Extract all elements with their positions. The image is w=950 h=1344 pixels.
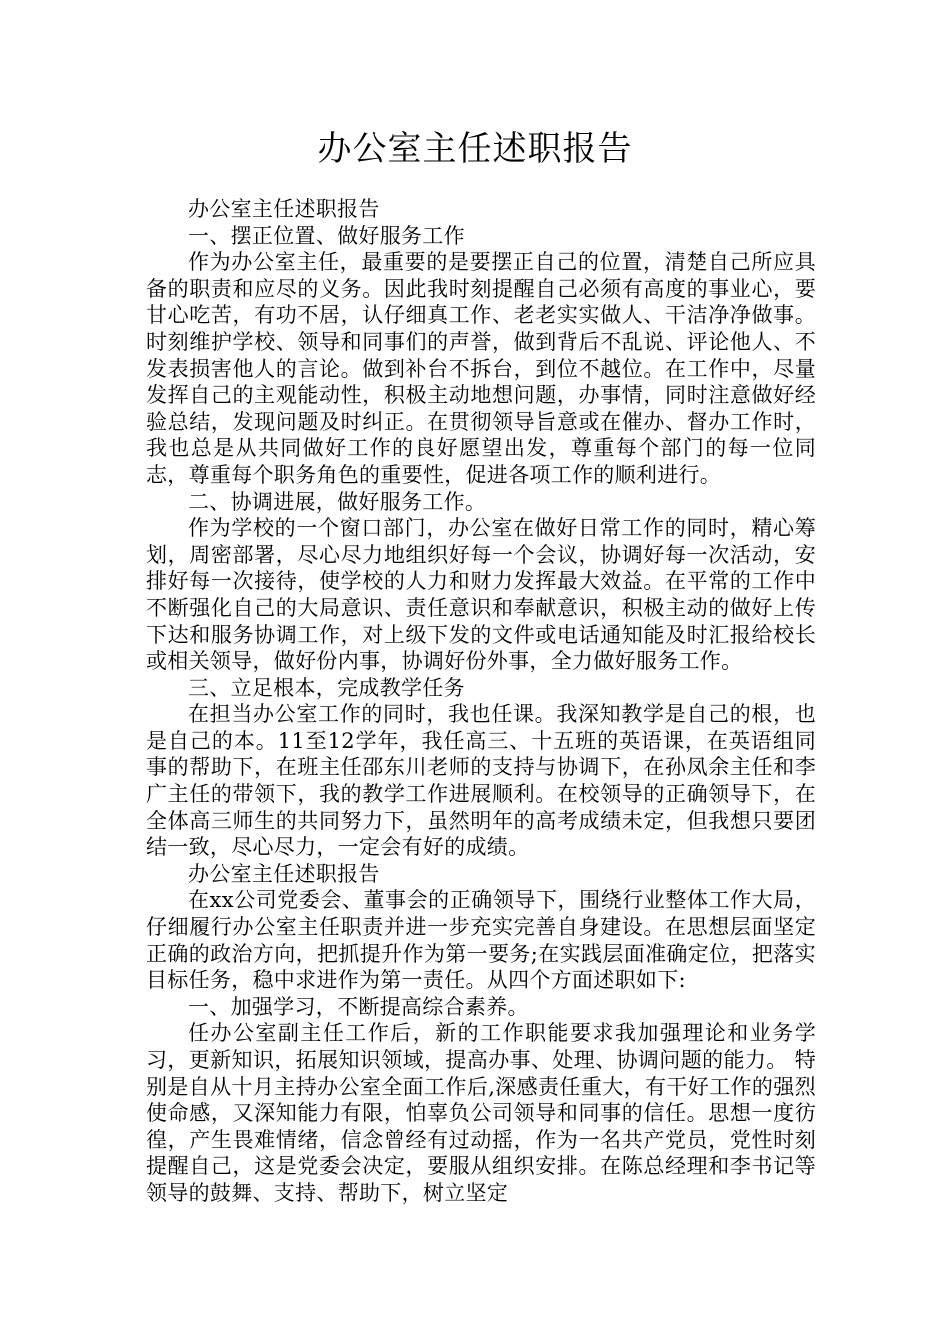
paragraph-heading-4: 一、加强学习，不断提高综合素养。: [188, 994, 529, 1019]
paragraph: 在担当办公室工作的同时，我也任课。我深知教学是自己的根，也是自己的本。11至12学年，我任高三、十五班的英语课，在英语组同事的帮助下，在班主任邵东川老师的支持与协调下，在孙凤余主任和李广主任的带领下，我的教学工作进展顺利。在校领导的正确领导下，在全体高三师生的共同努力下，虽然明年的高考成绩未定，但我想只要团结一致，尽心尽力，一定会有好的成绩。: [146, 702, 816, 860]
paragraph: 在xx公司党委会、董事会的正确领导下，围绕行业整体工作大局，仔细履行办公室主任职责并进一步充实完善自身建设。在思想层面坚定正确的政治方向，把抓提升作为第一要务;在实践层面准确定位，把落实目标任务，稳中求进作为第一责任。从四个方面述职如下:: [146, 888, 816, 993]
document-title: 办公室主任述职报告: [317, 129, 633, 169]
paragraph-heading-1: 一、摆正位置、做好服务工作: [188, 223, 465, 248]
paragraph-subtitle: 办公室主任述职报告: [188, 197, 380, 221]
paragraph: 任办公室副主任工作后，新的工作职能要求我加强理论和业务学习，更新知识，拓展知识领域，提高办事、处理、协调问题的能力。 特别是自从十月主持办公室全面工作后,深感责任重大，有干好工作的强烈使命感，又深知能力有限，怕辜负公司领导和同事的信任。思想一度彷徨，产生畏难情绪，信念曾经有过动摇，作为一名共产党员，党性时刻提醒自己，这是党委会决定，要服从组织安排。在陈总经理和李书记等领导的鼓舞、支持、帮助下，树立坚定: [146, 1021, 816, 1205]
paragraph-subtitle: 办公室主任述职报告: [188, 861, 380, 886]
document-body: [146, 196, 816, 1207]
paragraph-heading-3: 三、立足根本，完成教学任务: [188, 675, 465, 700]
paragraph-heading-2: 二、协调进展，做好服务工作。: [188, 489, 487, 514]
paragraph: 作为学校的一个窗口部门，办公室在做好日常工作的同时，精心筹划，周密部署，尽心尽力地组织好每一个会议，协调好每一次活动，安排好每一次接待，使学校的人力和财力发挥最大效益。在平常的工作中不断强化自己的大局意识、责任意识和奉献意识，积极主动的做好上传下达和服务协调工作，对上级下发的文件或电话通知能及时汇报给校长或相关领导，做好份内事，协调好份外事，全力做好服务工作。: [146, 516, 816, 674]
paragraph: 作为办公室主任，最重要的是要摆正自己的位置，清楚自己所应具备的职责和应尽的义务。因此我时刻提醒自己必须有高度的事业心，要甘心吃苦，有功不居，认仔细真工作、老老实实做人、干洁净净做事。时刻维护学校、领导和同事们的声誉，做到背后不乱说、评论他人、不发表损害他人的言论。做到补台不拆台，到位不越位。在工作中，尽量发挥自己的主观能动性，积极主动地想问题，办事情，同时注意做好经验总结，发现问题及时纠正。在贯彻领导旨意或在催办、督办工作时，我也总是从共同做好工作的良好愿望出发，尊重每个部门的每一位同志，尊重每个职务角色的重要性，促进各项工作的顺利进行。: [146, 250, 816, 487]
